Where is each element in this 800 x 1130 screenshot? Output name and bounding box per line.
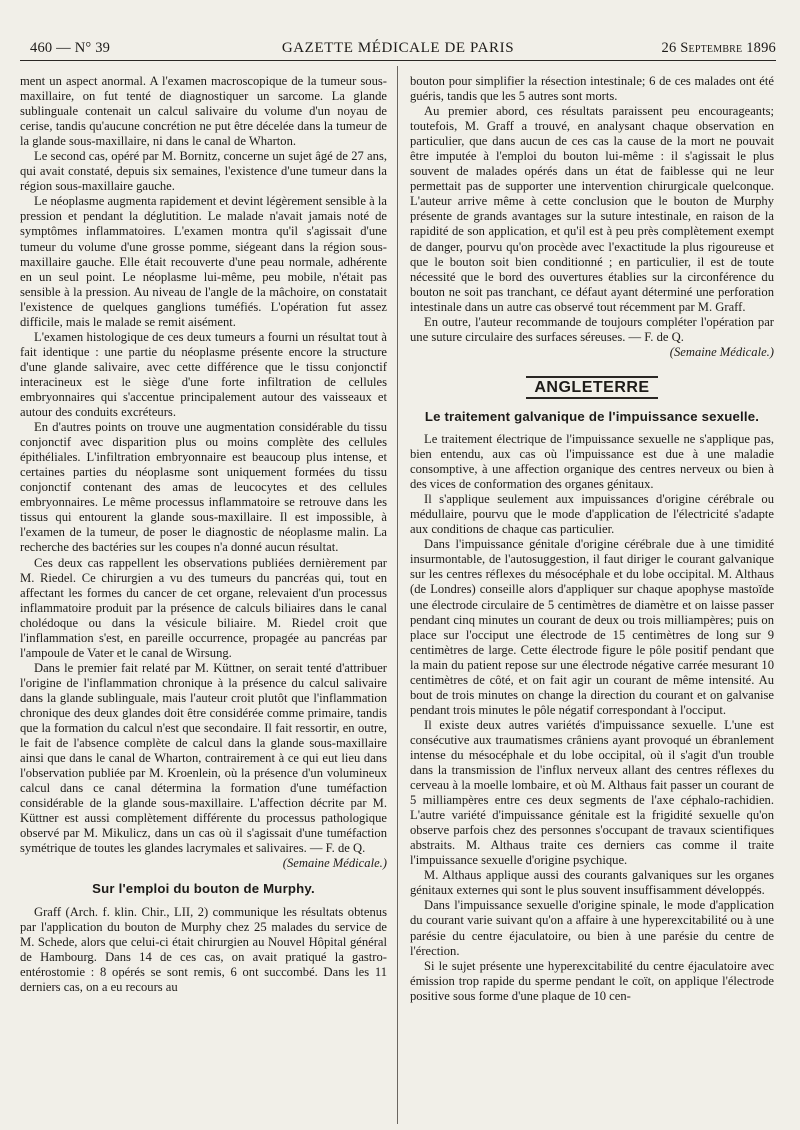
section-heading: Sur l'emploi du bouton de Murphy.	[92, 881, 315, 897]
paragraph: bouton pour simplifier la résection intestinale; 6 de ces malades ont été guéris, tandis que les 5 autres sont morts.	[410, 74, 774, 104]
header-rule	[20, 60, 776, 61]
paragraph: Si le sujet présente une hyperexcitabilité du centre éjaculatoire avec émission trop rapide du sperme pendant le coït, on applique l'électrode positive sous forme d'une plaque de 10 cen-	[410, 958, 774, 1003]
page-header	[20, 32, 776, 56]
paragraph: M. Althaus applique aussi des courants galvaniques sur les organes génitaux externes qui sont le plus souvent insuffisamment développés.	[410, 868, 774, 898]
paragraph: Le traitement électrique de l'impuissance sexuelle ne s'applique pas, bien entendu, aux cas où l'impuissance est due à une maladie consomptive, à une affection organique des centres nerveux ou bien à des vices de conformation des organes génitaux.	[410, 431, 774, 492]
paragraph: ment un aspect anormal. A l'examen macroscopique de la tumeur sous-maxillaire, on fut tenté de diagnostiquer un sarcome. La glande sublinguale contenait un calcul salivaire du volume d'un noyau de cerise, tandis qu'aucune concrétion ne put être décelée dans la tumeur de la glande sous-maxillaire, ni dans le canal de Wharton.	[20, 74, 387, 149]
paragraph: Graff (Arch. f. klin. Chir., LII, 2) communique les résultats obtenus par l'application du bouton de Murphy chez 25 malades du service de M. Schede, alors que celui-ci était chirurgien au Nouvel Hôpital général de Hambourg. Dans 14 de ces cas, on avait pratiqué la gastro-entérostomie : 8 opérés se sont remis, 6 ont succombé. Dans les 11 derniers cas, on a eu recours au	[20, 904, 387, 994]
source-citation: (Semaine Médicale.)	[282, 856, 387, 871]
paragraph: Il existe deux autres variétés d'impuissance sexuelle. L'une est consécutive aux traumatismes crâniens ayant provoqué un ébranlement intense du mésocéphale et du lobe occipital, où il s'agit d'un trouble dans la transmission de l'influx nerveux allant des centres réflexes du cerveau à la moelle lombaire, et où M. Althaus fait passer un courant de 5 milliampères entre ces deux segments de l'axe céphalo-rachidien. L'autre variété d'impuissance génitale est la frigidité sexuelle qu'on observe parfois chez des personnes s'occupant de travaux scientifiques abstraits. M. Althaus traite ces derniers cas comme il traite l'impuissance sexuelle d'origine psychique.	[410, 717, 774, 868]
source-citation: (Semaine Médicale.)	[669, 344, 774, 359]
article-columns	[20, 66, 776, 1124]
paragraph: Dans le premier fait relaté par M. Küttner, on serait tenté d'attribuer l'origine de l'inflammation chronique à la présence du calcul salivaire dans la glande sublinguale, mais l'auteur croit plutôt que l'inflammation chronique des deux glandes doit être considérée comme primaire, tandis que la formation du calcul n'est que secondaire. Il fait ressortir, en outre, le fait de l'absence complète de calcul dans la glande sous-maxillaire ainsi que dans le canal de Wharton, contrairement à ce qui eut lieu dans l'observation publiée par M. Kroenlein, où la présence d'un volumineux calcul dans ce canal détermina la formation d'une tuméfaction considérable de la glande sous-maxillaire. L'affection décrite par M. Küttner est aussi complètement différente du processus pathologique observé par M. Mikulicz, dans un cas où il s'agissait d'une tuméfaction symétrique de toutes les glandes lacrymales et salivaires. — F. de Q.	[20, 660, 387, 856]
paragraph: Au premier abord, ces résultats paraissent peu encourageants; toutefois, M. Graff a trouvé, en analysant chaque observation en particulier, que dans aucun de ces cas la cause de la mort ne pouvait être imputée à l'emploi du bouton lui-même : il s'agissait le plus souvent de malades opérés dans un état de faiblesse qui ne leur permettait pas de supporter une intervention chirurgicale quelconque. L'auteur arrive même à cette conclusion que le bouton de Murphy présente de grands avantages sur la suture intestinale, en raison de la rapidité de son application, et qu'il est à peu près complètement exempt de danger, pourvu qu'on procède avec l'exactitude la plus rigoureuse et que le bouton soit bien conditionné ; en particulier, il est de toute nécessité que le bord des ouvertures établies sur la circonférence du bouton ne soit pas tranchant, ce défaut ayant déterminé une perforation intestinale dans un autre cas observé tout récemment par M. Graff.	[410, 104, 774, 314]
paragraph: En outre, l'auteur recommande de toujours compléter l'opération par une suture circulaire des surfaces séreuses. — F. de Q.	[410, 314, 774, 344]
paragraph: Il s'applique seulement aux impuissances d'origine cérébrale ou médullaire, pourvu que le mode d'application de l'électricité s'adapte aux conditions de chaque cas particulier.	[410, 492, 774, 537]
left-column	[20, 66, 398, 1124]
journal-title: GAZETTE MÉDICALE DE PARIS	[281, 40, 515, 56]
country-banner	[410, 376, 774, 399]
paragraph: Le second cas, opéré par M. Bornitz, concerne un sujet âgé de 27 ans, qui avait constaté, depuis six semaines, l'existence d'une tumeur dans la région sous-maxillaire gauche.	[20, 149, 387, 194]
issue-date: 26 Septembre 1896	[661, 40, 776, 56]
paragraph: Ces deux cas rappellent les observations publiées dernièrement par M. Riedel. Ce chirurgien a vu des tumeurs du pancréas qui, tout en affectant les formes du cancer de cet organe, relevaient d'un processus inflammatoire produit par la présence de calculs biliaires dans le canal cholédoque ou dans la vésicule biliaire. M. Riedel croit que l'inflammation s'est, en pareille occurrence, propagée au pancréas par l'ampoule de Vater et le canal de Wirsung.	[20, 555, 387, 660]
section-heading: Le traitement galvanique de l'impuissance sexuelle.	[424, 408, 760, 424]
page-number: 460 — N° 39	[30, 40, 111, 56]
paragraph: Le néoplasme augmenta rapidement et devint légèrement sensible à la pression et pendant la déglutition. Le malade n'avait jamais noté de symptômes inflammatoires. L'examen montra qu'il s'agissait d'une tumeur du volume d'une grosse pomme, siégeant dans la région sous-maxillaire gauche. Elle était recouverte d'une peau normale, adhérente en un seul point. Le néoplasme lui-même, peu mobile, n'était pas sensible à la pression. Au niveau de l'angle de la mâchoire, on constatait l'existence de quelques ganglions tuméfiés. L'opération fut assez difficile, mais le malade se remit aisément.	[20, 194, 387, 329]
paragraph: Dans l'impuissance génitale d'origine cérébrale due à une timidité insurmontable, de l'autosuggestion, il faut diriger le courant galvanique sur les centres réflexes du mésocéphale et du lobe occipital. M. Althaus (de Londres) conseille alors d'appliquer sur chaque apophyse mastoïde une électrode circulaire de 5 centimètres de diamètre et on laisse passer pendant cinq minutes un courant de deux ou trois milliampères; puis on place sur l'occiput une électrode de 15 centimètres de long sur 9 centimètres de large. Cette électrode figure le pôle positif pendant que la main du patient repose sur une électrode négative carrée mesurant 10 centimètres de côté, et on fait agir un courant de même intensité. Au bout de trois minutes on change la direction du courant et on galvanise pendant trois minutes le pôle négatif correspondant à l'occiput.	[410, 537, 774, 717]
right-column	[398, 66, 776, 1124]
paragraph: Dans l'impuissance sexuelle d'origine spinale, le mode d'application du courant varie suivant qu'on a affaire à une hyperexcitabilité ou à une parésie du centre éjaculatoire, ou bien à une parésie du centre de l'érection.	[410, 898, 774, 958]
paragraph: En d'autres points on trouve une augmentation considérable du tissu conjonctif avec disparition plus ou moins complète des cellules épithéliales. L'infiltration embryonnaire est beaucoup plus intense, et certaines parties du néoplasme sont uniquement formées du tissu conjonctif contenant des amas de leucocytes et des cellules embryonnaires. Le même processus inflammatoire se retrouve dans les tissus qui entourent la glande sous-maxillaire. Il est impossible, à l'examen de la tumeur, de poser le diagnostic de néoplasme malin. La recherche des bactéries sur les coupes n'a donné aucun résultat.	[20, 420, 387, 555]
paragraph: L'examen histologique de ces deux tumeurs a fourni un résultat tout à fait identique : une partie du néoplasme présente encore la structure d'une glande salivaire, avec cette différence que le tissu conjonctif interacineux est le siège d'une forte infiltration de cellules embryonnaires qui s'accentue principalement autour des vaisseaux et autour des conduits excréteurs.	[20, 329, 387, 420]
country-heading: ANGLETERRE	[526, 376, 657, 399]
